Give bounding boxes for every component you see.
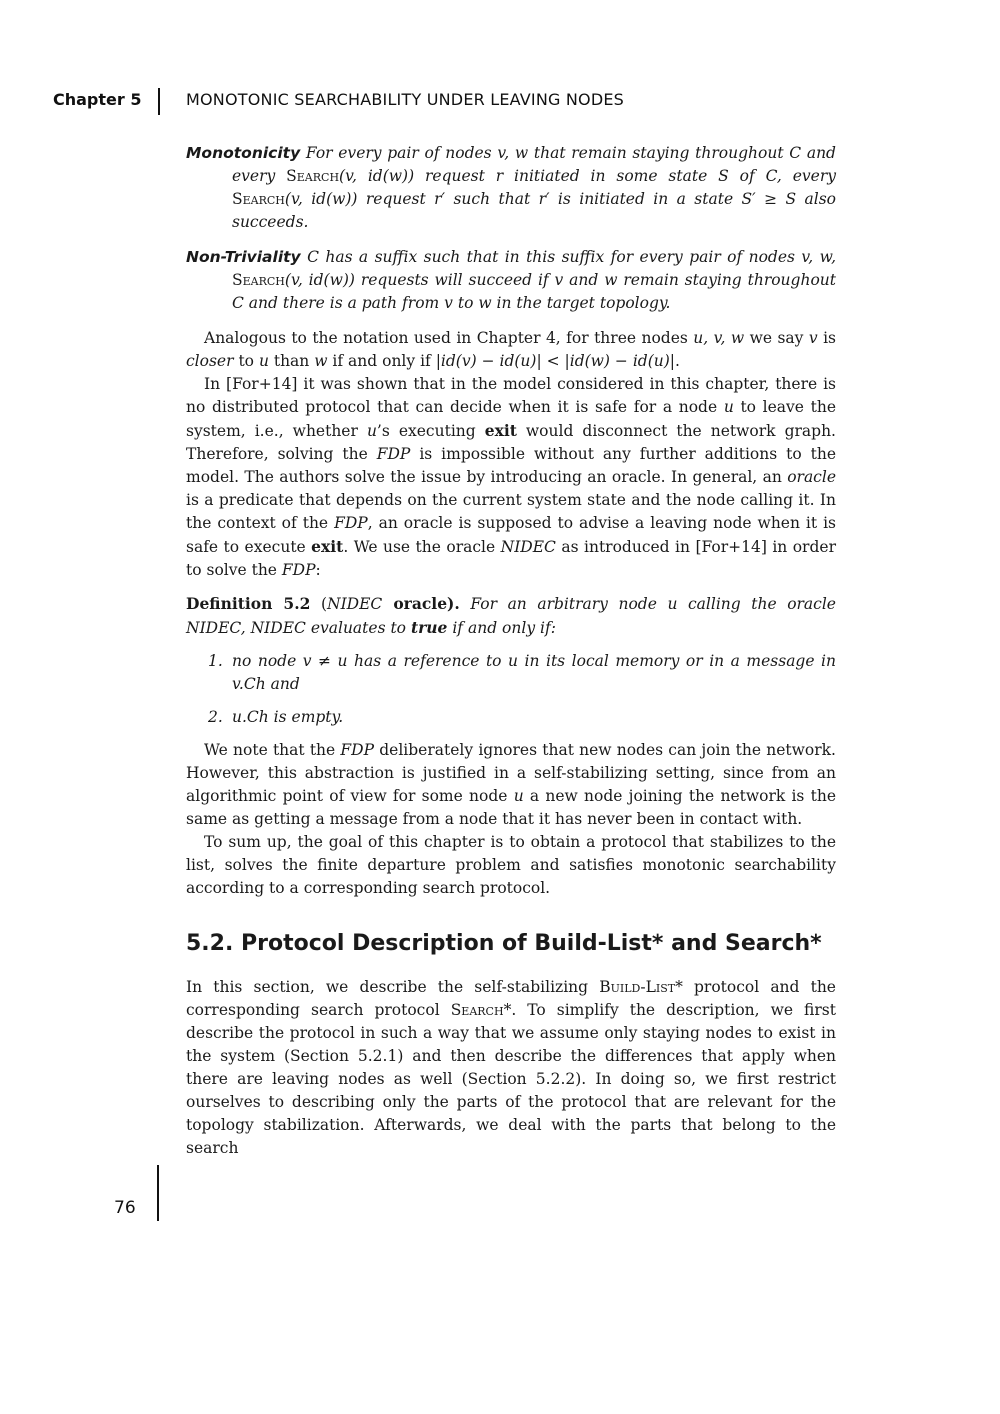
paragraph-sum: To sum up, the goal of this chapter is to obtain a protocol that stabilizes to the list, solves the finite departure problem and satisfies monotonic searchability according to a corresponding search protocol. bbox=[186, 833, 836, 897]
page-number: 76 bbox=[114, 1198, 136, 1218]
definition-item-non-triviality bbox=[186, 246, 836, 315]
chapter-label: Chapter 5 bbox=[53, 90, 142, 109]
section-heading: 5.2. Protocol Description of Build-List* and Search* bbox=[186, 931, 822, 956]
footer-divider bbox=[157, 1165, 159, 1221]
paragraph-oracle: In [For+14] it was shown that in the model considered in this chapter, there is no distributed protocol that can decide when it is safe for a node u to leave the system, i.e., whether u’s executing exit would disconnect the network graph. Therefore, solving the FDP is impossible without any further additions to the model. The authors solve the issue by introducing an oracle. In general, an oracle is a predicate that depends on the current system state and the node calling it. In the context of the FDP, an oracle is supposed to advise a leaving node when it is safe to execute exit. We use the oracle NIDEC as introduced in [For+14] in order to solve the FDP: bbox=[186, 375, 837, 579]
paragraph-closer: Analogous to the notation used in Chapter 4, for three nodes u, v, w we say v is closer to u than w if and only if |id(v) − id(u)| < |id(w) − id(u)|. bbox=[186, 329, 836, 370]
page-body bbox=[186, 142, 836, 1160]
item-label: Non-Triviality bbox=[186, 248, 301, 266]
item-text: For every pair of nodes v, w that remain staying throughout C and every Search(v, id(w)) request r initiated in some state S of C, every Search(v, id(w)) request r′ such that r′ is initiated in a state S′ ≥ S also succeeds. bbox=[232, 144, 836, 231]
running-title: MONOTONIC SEARCHABILITY UNDER LEAVING NODES bbox=[186, 90, 625, 109]
paragraph-section: In this section, we describe the self-stabilizing Build-List* protocol and the corresponding search protocol Search*. To simplify the description, we first describe the protocol in such a way that we assume only staying nodes to exist in the system (Section 5.2.1) and then describe the differences that apply when there are leaving nodes as well (Section 5.2.2). In doing so, we first restrict ourselves to describing only the parts of the protocol that are relevant for the topology stabilization. Afterwards, we deal with the parts that belong to the search bbox=[186, 978, 836, 1157]
definition-item-monotonicity bbox=[186, 142, 836, 234]
header-divider bbox=[158, 88, 160, 115]
list-item: 2. u.Ch is empty. bbox=[208, 708, 344, 726]
list-item: 1. no node v ≠ u has a reference to u in its local memory or in a message in v.Ch and bbox=[208, 652, 836, 693]
item-text: C has a suffix such that in this suffix for every pair of nodes v, w, Search(v, id(w)) requests will succeed if v and w remain staying throughout C and there is a path from v to w in the target topology. bbox=[232, 248, 837, 312]
paragraph-join: We note that the FDP deliberately ignores that new nodes can join the network. However, this abstraction is justified in a self-stabilizing setting, since from an algorithmic point of view for some node u a new node joining the network is the same as getting a message from a node that it has never been in contact with. bbox=[186, 741, 836, 828]
item-label: Monotonicity bbox=[186, 144, 301, 162]
definition-5-2: Definition 5.2 (NIDEC oracle). For an arbitrary node u calling the oracle NIDEC, NIDEC evaluates to true if and only if: bbox=[186, 594, 836, 637]
